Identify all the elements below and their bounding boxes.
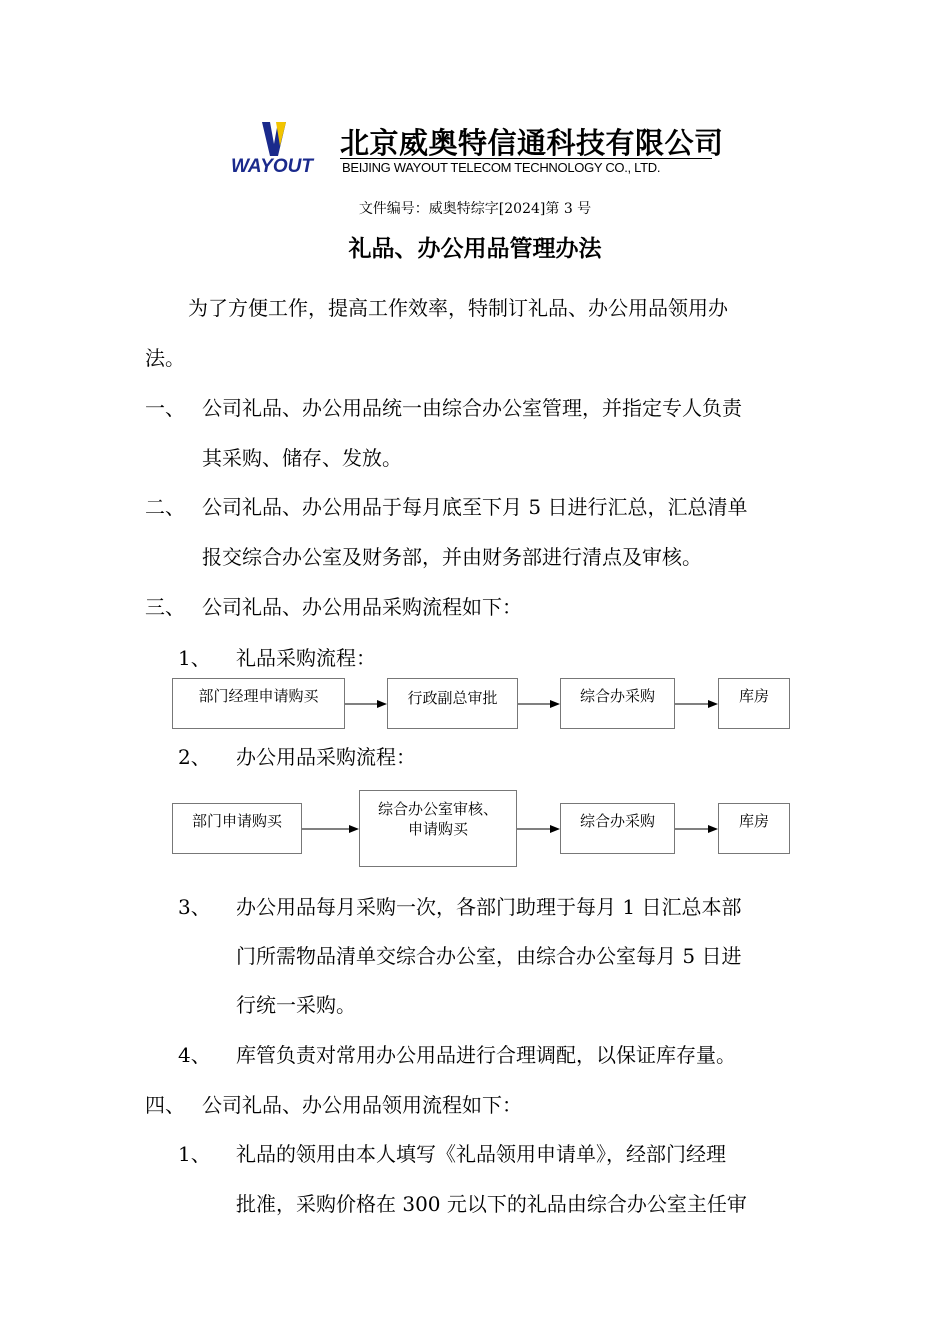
section-2-line-1: 公司礼品、办公用品于每月底至下月 5 日进行汇总，汇总清单: [202, 495, 748, 519]
logo-wordmark: WAYOUT: [231, 156, 313, 176]
flow-gift-step-2-label: 行政副总审批: [407, 689, 498, 707]
section-3-item-3-line-2: 门所需物品清单交综合办公室，由综合办公室每月 5 日进: [236, 944, 742, 968]
flow-gift-step-2: [387, 678, 518, 729]
flow-office-step-1-label: 部门申请购买: [191, 812, 282, 830]
flow-gift-step-1: [172, 678, 345, 729]
flow-gift-step-4: [718, 678, 790, 729]
flow-gift-step-3: [560, 678, 675, 729]
section-2-line-2: 报交综合办公室及财务部，并由财务部进行清点及审核。: [202, 545, 702, 569]
section-3-item-4-text: 库管负责对常用办公用品进行合理调配，以保证库存量。: [236, 1043, 736, 1067]
flow-office-step-2-label-1: 综合办公室审核、: [377, 800, 498, 818]
flow-office-step-1: [172, 803, 302, 854]
header-divider: [340, 158, 712, 159]
section-3-item-1-text: 礼品采购流程：: [236, 646, 376, 670]
flow-gift-step-1-label: 部门经理申请购买: [198, 687, 319, 705]
company-name-en: BEIJING WAYOUT TELECOM TECHNOLOGY CO., LTD.: [342, 160, 661, 175]
section-4-line-1: 公司礼品、办公用品领用流程如下：: [202, 1093, 522, 1117]
section-3-item-3-line-1: 办公用品每月采购一次，各部门助理于每月 1 日汇总本部: [236, 895, 742, 919]
section-3-item-2-marker: 2、: [178, 745, 211, 769]
section-4-item-1-marker: 1、: [178, 1142, 211, 1166]
company-logo: [224, 120, 320, 176]
section-3-line-1: 公司礼品、办公用品采购流程如下：: [202, 595, 522, 619]
flow-office-step-3-label: 综合办采购: [579, 812, 655, 830]
section-1-line-1: 公司礼品、办公用品统一由综合办公室管理，并指定专人负责: [202, 396, 742, 420]
section-3-marker: 三、: [145, 595, 185, 619]
section-3-item-4-marker: 4、: [178, 1043, 211, 1067]
section-3-item-1-marker: 1、: [178, 646, 211, 670]
intro-line-2: 法。: [145, 346, 185, 370]
section-1-line-2: 其采购、储存、发放。: [202, 446, 402, 470]
document-title: 礼品、办公用品管理办法: [348, 236, 602, 262]
flow-office-step-2: [359, 790, 517, 867]
intro-line-1: 为了方便工作，提高工作效率，特制订礼品、办公用品领用办: [188, 296, 728, 320]
section-3-item-3-line-3: 行统一采购。: [236, 993, 356, 1017]
section-3-item-3-marker: 3、: [178, 895, 211, 919]
section-4-item-1-line-2: 批准，采购价格在 300 元以下的礼品由综合办公室主任审: [236, 1192, 747, 1216]
flow-office-step-4-label: 库房: [738, 812, 769, 830]
flow-gift-step-3-label: 综合办采购: [579, 687, 655, 705]
flow-gift-step-4-label: 库房: [738, 687, 769, 705]
section-1-marker: 一、: [145, 396, 185, 420]
flow-office-step-4: [718, 803, 790, 854]
section-4-marker: 四、: [145, 1093, 185, 1117]
section-2-marker: 二、: [145, 495, 185, 519]
company-name-cn: 北京威奥特信通科技有限公司: [340, 126, 724, 160]
flow-office-step-2-label-2: 申请购买: [407, 820, 468, 838]
section-3-item-2-text: 办公用品采购流程：: [236, 745, 416, 769]
flow-office-step-3: [560, 803, 675, 854]
document-number: 文件编号：威奥特综字[2024]第 3 号: [358, 201, 592, 217]
section-4-item-1-line-1: 礼品的领用由本人填写《礼品领用申请单》，经部门经理: [236, 1142, 726, 1166]
